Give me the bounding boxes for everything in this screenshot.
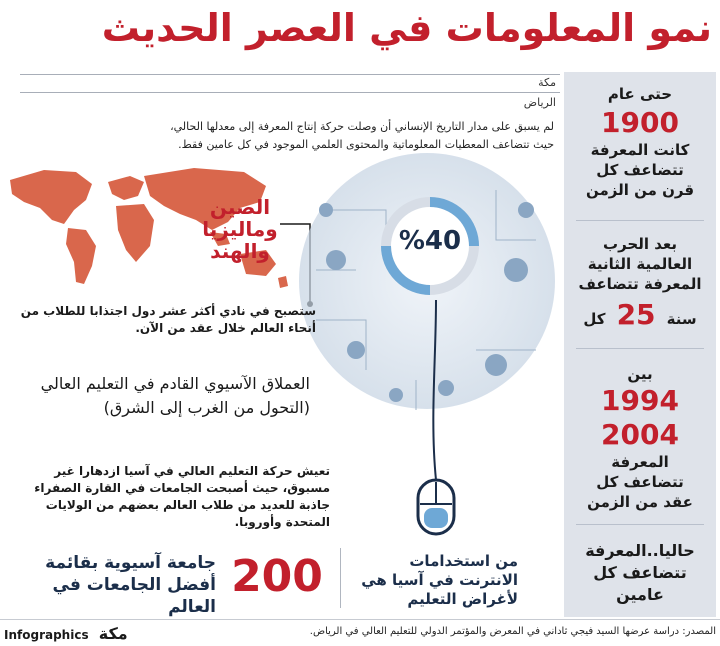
timeline-divider — [576, 220, 704, 221]
timeline-text: بعد الحرب العالمية الثانية المعرفة تتضاعف — [578, 235, 702, 293]
header-divider — [20, 92, 560, 93]
header-divider — [20, 74, 560, 75]
timeline-text: كانت المعرفة تتضاعف كل قرن من الزمن — [585, 141, 695, 199]
universities-count: 200 — [231, 551, 323, 602]
timeline-1994-2004 — [564, 364, 716, 512]
internet-usage-text: من استخدامات الانترنت في آسيا هي لأغراض التعليم — [361, 552, 518, 608]
timeline-text: بين — [627, 365, 653, 383]
timeline-ww2 — [564, 234, 716, 336]
timeline-text: المعرفة تتضاعف كل عقد من الزمن — [587, 453, 693, 511]
timeline-now — [564, 540, 716, 606]
timeline-text: سنة — [666, 310, 697, 328]
timeline-1900 — [564, 84, 716, 200]
brand-logo — [4, 624, 174, 644]
timeline-text: حتى عام — [607, 85, 673, 103]
timeline-divider — [576, 348, 704, 349]
universities-text: جامعة آسيوية بقائمة أفضل الجامعات في العالم — [45, 553, 216, 617]
brand-logo-mark: مكة — [98, 624, 128, 643]
timeline-text: حاليا..المعرفة تتضاعف كل عامين — [585, 541, 695, 604]
city-riyadh: الرياض — [523, 96, 556, 109]
stat-40-value: %40 — [398, 226, 462, 256]
map-label-countries: الصين وماليزيا والهند — [202, 195, 278, 263]
stat-divider — [340, 548, 341, 608]
intro-paragraph: لم يسبق على مدار التاريخ الإنساني أن وصلت حركة إنتاج المعرفة إلى معدلها الحالي، حيث تتضاعف المعطيات المعلوماتية والمحتوى العلمي الموجود في كل عامين فقط. — [170, 120, 554, 151]
source-note: المصدر: دراسة عرضها السيد فيجي ثاداني في المعرض والمؤتمر الدولي للتعليم العالي في الرياض. — [309, 626, 716, 637]
students-paragraph: ستصبح في نادي أكثر عشر دول اجتذابا للطلاب من أنحاء العالم خلال عقد من الآن. — [20, 304, 316, 335]
year-2004: 2004 — [601, 418, 679, 451]
city-makkah: مكة — [538, 76, 556, 89]
year-1900: 1900 — [601, 106, 679, 139]
page-title: نمو المعلومات في العصر الحديث — [101, 6, 712, 50]
value-25: 25 — [616, 298, 656, 331]
timeline-divider — [576, 524, 704, 525]
timeline-25-row — [564, 298, 716, 336]
asian-giant-title: العملاق الآسيوي القادم في التعليم العالي — [40, 374, 310, 393]
footer-divider — [0, 619, 720, 620]
timeline-column — [564, 72, 716, 617]
asian-giant-subtitle: (التحول من الغرب إلى الشرق) — [103, 398, 310, 417]
mouse-icon — [400, 300, 470, 540]
brand-text: Infographics — [4, 628, 89, 642]
year-1994: 1994 — [601, 384, 679, 417]
growth-paragraph: تعيش حركة التعليم العالي في آسيا ازدهارا غير مسبوق، حيث أصبحت الجامعات في القارة الصفراء جاذبة للعديد من طلاب العالم بعضهم من الولايات المتحدة وأوروبا. — [34, 464, 330, 529]
timeline-text: كل — [583, 310, 606, 328]
asian-giant-heading — [10, 372, 310, 420]
